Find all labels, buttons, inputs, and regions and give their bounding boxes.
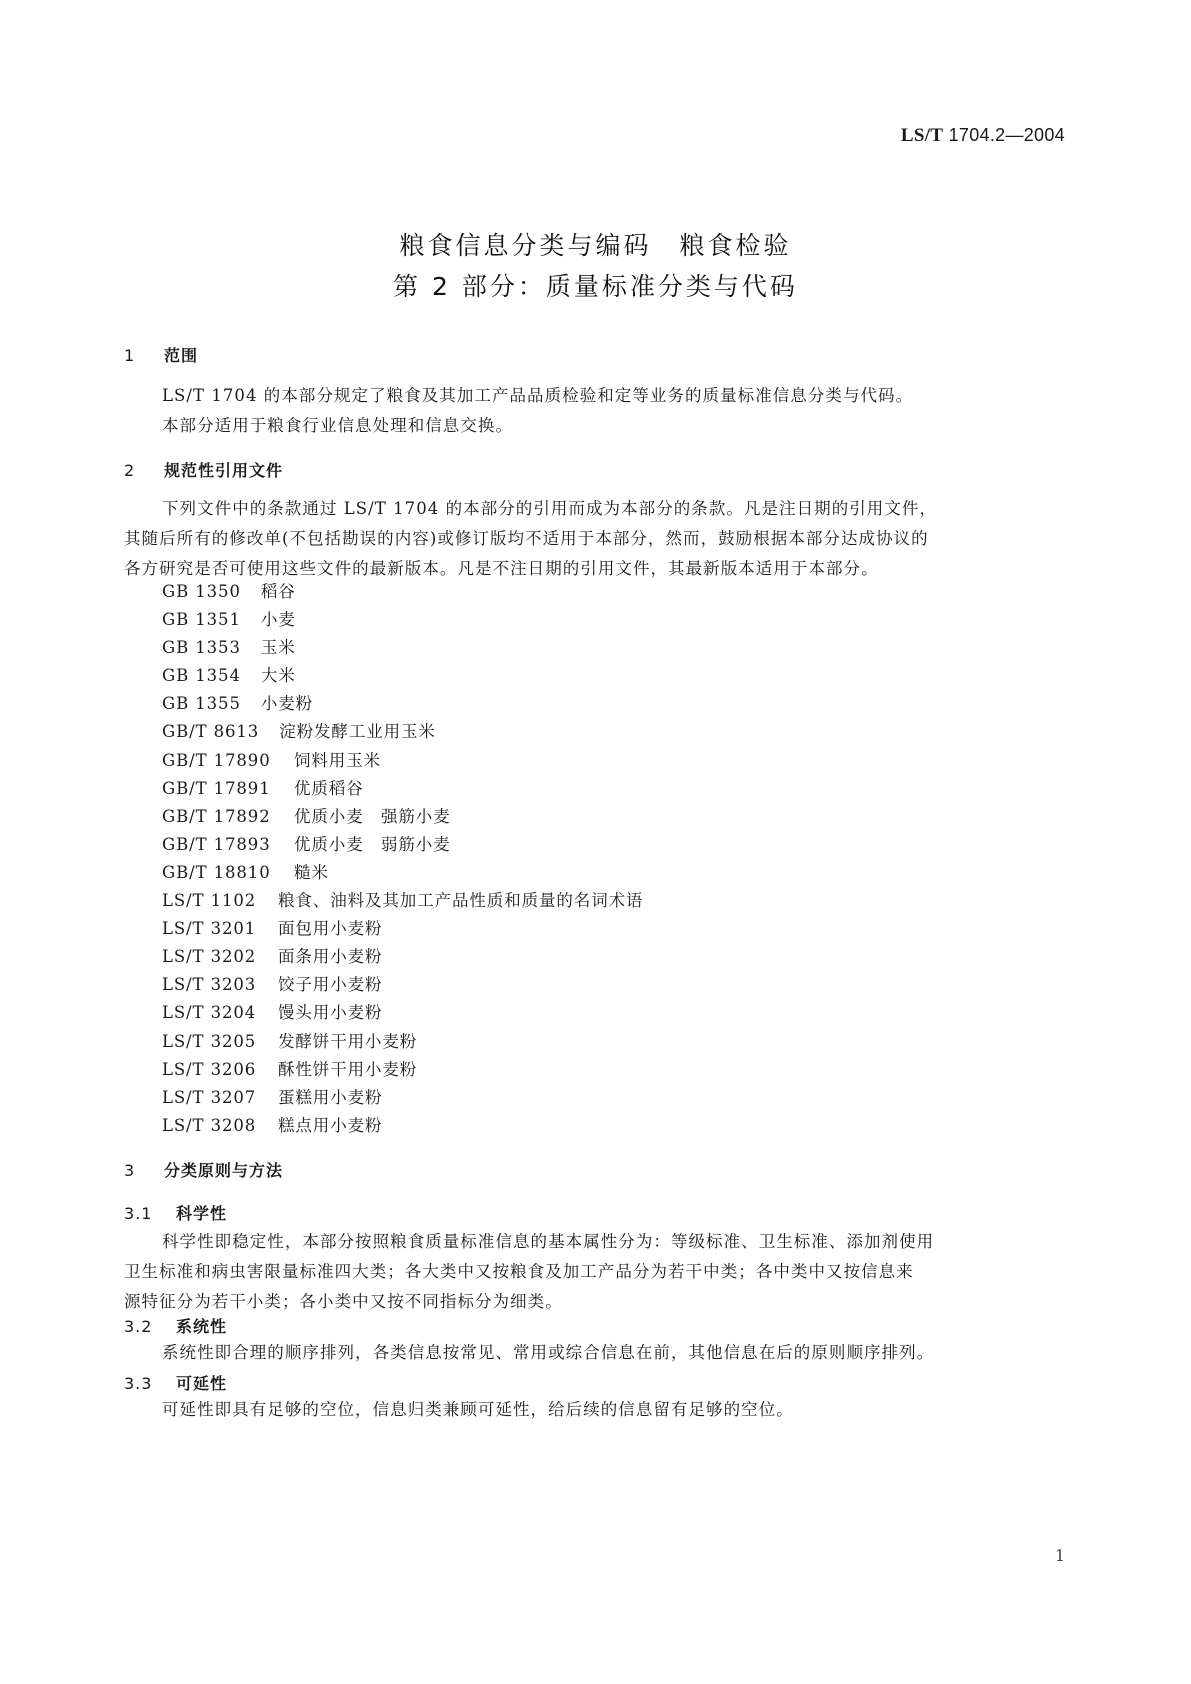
reference-code: LS/T 3208	[162, 1115, 257, 1135]
reference-title: 糙米	[294, 862, 329, 882]
reference-title: 发酵饼干用小麦粉	[278, 1031, 418, 1051]
reference-code: GB/T 17890	[162, 750, 271, 770]
reference-item	[162, 1056, 643, 1084]
section-3-2-body	[124, 1338, 1064, 1368]
standard-number	[901, 125, 1065, 147]
reference-item	[162, 775, 643, 803]
section-1-body	[124, 381, 1064, 441]
section-title: 可延性	[176, 1374, 228, 1393]
reference-code: LS/T 3204	[162, 1003, 257, 1023]
reference-item	[162, 634, 643, 662]
section-3-3-body	[124, 1395, 1064, 1425]
reference-code: GB 1354	[162, 666, 241, 686]
section-title: 分类原则与方法	[164, 1161, 284, 1180]
reference-title: 淀粉发酵工业用玉米	[279, 722, 436, 742]
section-3-heading	[124, 1158, 283, 1181]
reference-code: GB/T 17893	[162, 834, 271, 854]
paragraph-line: 可延性即具有足够的空位，信息归类兼顾可延性，给后续的信息留有足够的空位。	[162, 1400, 794, 1419]
paragraph-line: 其随后所有的修改单(不包括勘误的内容)或修订版均不适用于本部分，然而，鼓励根据本部分达成协议的	[124, 529, 929, 548]
reference-item	[162, 718, 643, 746]
reference-code: LS/T 3206	[162, 1059, 257, 1079]
standard-code: 1704.2—2004	[948, 125, 1065, 145]
reference-title: 稻谷	[260, 582, 296, 601]
reference-code: GB 1353	[162, 638, 241, 658]
reference-title: 酥性饼干用小麦粉	[278, 1059, 418, 1079]
reference-item	[162, 831, 643, 859]
standard-prefix: LS/T	[900, 125, 944, 146]
section-3-1-body	[124, 1227, 1064, 1317]
section-title: 系统性	[176, 1317, 228, 1336]
section-2-heading	[124, 458, 283, 481]
reference-item	[162, 1112, 643, 1140]
section-number: 2	[124, 461, 136, 480]
reference-item	[162, 999, 643, 1027]
paragraph-line: 卫生标准和病虫害限量标准四大类；各大类中又按粮食及加工产品分为若干中类；各中类中又按信息来	[124, 1262, 914, 1281]
section-3-3-heading	[124, 1371, 227, 1394]
reference-title: 糕点用小麦粉	[278, 1115, 383, 1135]
paragraph-line: 系统性即合理的顺序排列，各类信息按常见、常用或综合信息在前，其他信息在后的原则顺序排列。	[162, 1343, 935, 1362]
reference-item	[162, 606, 643, 634]
document-title-line2: 第 2 部分：质量标准分类与代码	[393, 272, 798, 301]
reference-item	[162, 662, 643, 690]
reference-item	[162, 971, 643, 999]
reference-code: LS/T 3205	[162, 1031, 257, 1051]
reference-code: LS/T 3201	[162, 919, 257, 939]
reference-code: LS/T 3202	[162, 947, 257, 967]
reference-title: 小麦粉	[260, 694, 314, 714]
reference-code: LS/T 1102	[162, 891, 257, 911]
paragraph-line: LS/T 1704 的本部分规定了粮食及其加工产品品质检验和定等业务的质量标准信息分类与代码。	[162, 386, 914, 405]
reference-item	[162, 690, 643, 718]
reference-title: 馒头用小麦粉	[278, 1003, 383, 1023]
paragraph-line: 各方研究是否可使用这些文件的最新版本。凡是不注日期的引用文件，其最新版本适用于本部分。	[124, 559, 879, 578]
section-3-2-heading	[124, 1314, 227, 1337]
section-1-heading	[124, 343, 198, 366]
reference-title: 饲料用玉米	[294, 750, 381, 770]
paragraph-line: 科学性即稳定性，本部分按照粮食质量标准信息的基本属性分为：等级标准、卫生标准、添加剂使用	[162, 1232, 935, 1251]
reference-code: GB 1351	[162, 610, 241, 630]
reference-title: 优质小麦 弱筋小麦	[294, 834, 451, 854]
reference-title: 面包用小麦粉	[278, 919, 383, 939]
reference-code: GB/T 8613	[162, 722, 260, 742]
reference-title: 面条用小麦粉	[278, 947, 383, 967]
reference-title: 大米	[260, 666, 296, 686]
section-2-body	[124, 494, 1064, 584]
reference-title: 优质稻谷	[294, 778, 364, 798]
reference-item	[162, 915, 643, 943]
reference-code: GB/T 17891	[162, 778, 271, 798]
reference-item	[162, 943, 643, 971]
reference-code: LS/T 3203	[162, 975, 257, 995]
section-number: 3.3	[124, 1374, 153, 1393]
paragraph-line: 本部分适用于粮食行业信息处理和信息交换。	[162, 416, 513, 435]
section-title: 科学性	[176, 1204, 228, 1223]
section-number: 3.1	[124, 1204, 153, 1223]
section-number: 3.2	[124, 1317, 153, 1336]
reference-title: 小麦	[260, 610, 296, 630]
document-title-line1: 粮食信息分类与编码 粮食检验	[399, 231, 792, 260]
reference-item	[162, 859, 643, 887]
reference-item	[162, 1084, 643, 1112]
reference-code: GB 1355	[162, 694, 241, 714]
reference-item	[162, 887, 643, 915]
section-3-1-heading	[124, 1201, 227, 1224]
reference-code: LS/T 3207	[162, 1087, 257, 1107]
paragraph-line: 源特征分为若干小类；各小类中又按不同指标分为细类。	[124, 1292, 563, 1311]
reference-code: GB 1350	[162, 582, 241, 601]
section-title: 规范性引用文件	[164, 461, 284, 480]
section-number: 1	[124, 346, 136, 365]
reference-title: 优质小麦 强筋小麦	[294, 806, 451, 826]
section-number: 3	[124, 1161, 136, 1180]
page-number: 1	[1054, 1546, 1065, 1565]
reference-item	[162, 1028, 643, 1056]
reference-code: GB/T 18810	[162, 862, 271, 882]
reference-item	[162, 578, 643, 606]
paragraph-line: 下列文件中的条款通过 LS/T 1704 的本部分的引用而成为本部分的条款。凡是注日期的引用文件，	[162, 499, 938, 518]
reference-item	[162, 803, 643, 831]
reference-title: 玉米	[260, 638, 296, 658]
normative-references-list	[162, 578, 643, 1140]
reference-item	[162, 747, 643, 775]
reference-title: 蛋糕用小麦粉	[278, 1087, 383, 1107]
reference-code: GB/T 17892	[162, 806, 271, 826]
reference-title: 粮食、油料及其加工产品性质和质量的名词术语	[278, 891, 644, 911]
reference-title: 饺子用小麦粉	[278, 975, 383, 995]
section-title: 范围	[164, 346, 199, 365]
